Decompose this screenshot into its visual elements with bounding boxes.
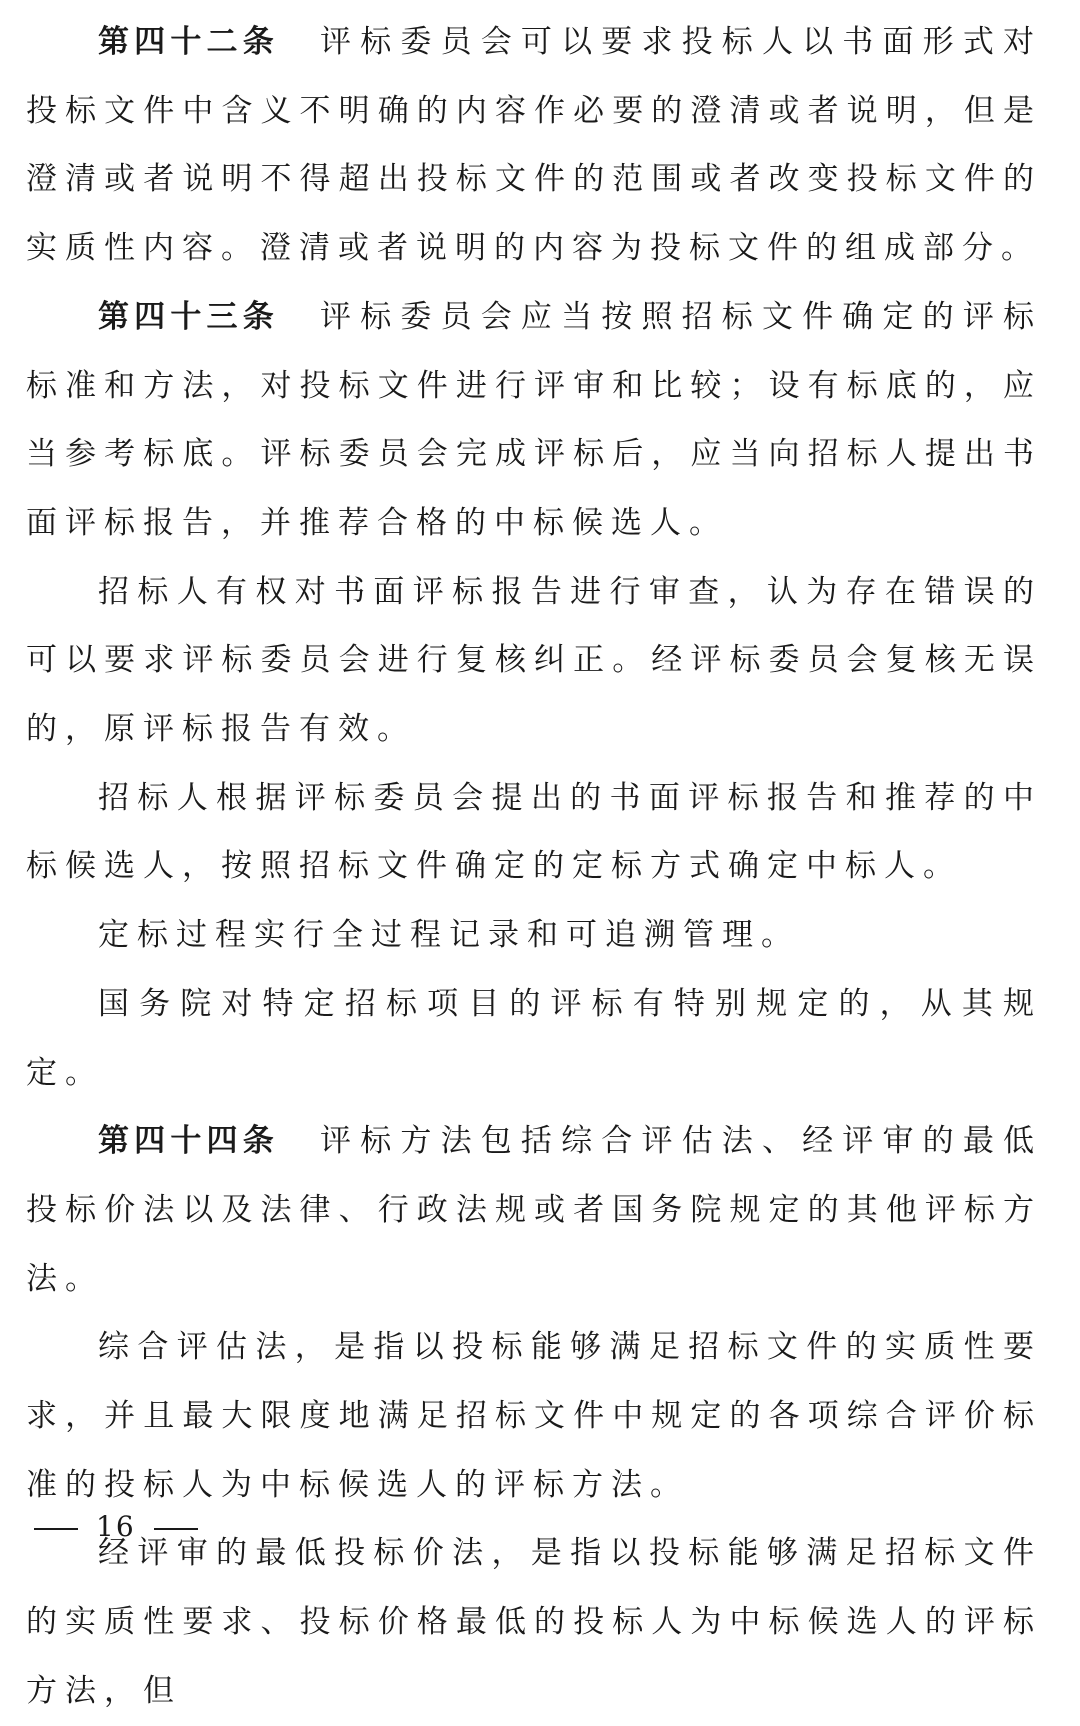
paragraph: 招标人有权对书面评标报告进行审查，认为存在错误的可以要求评标委员会进行复核纠正。经评标委员会复核无误的，原评标报告有效。 (26, 573, 1042, 748)
paragraph-text: 评标委员会可以要求投标人以书面形式对投标文件中含义不明确的内容作必要的澄清或者说明，但是澄清或者说明不得超出投标文件的范围或者改变投标文件的实质性内容。澄清或者说明的内容为投标文件的组成部分。 (26, 24, 1043, 267)
paragraph: 招标人根据评标委员会提出的书面评标报告和推荐的中标候选人，按照招标文件确定的定标方式确定中标人。 (26, 779, 1042, 885)
dash-right (154, 1528, 198, 1530)
paragraph-article-43 (26, 283, 1042, 558)
paragraph-text: 评标委员会应当按照招标文件确定的评标标准和方法，对投标文件进行评审和比较；设有标底的，应当参考标底。评标委员会完成评标后，应当向招标人提出书面评标报告，并推荐合格的中标候选人。 (26, 298, 1043, 541)
article-heading: 第四十三条 (98, 298, 279, 335)
paragraph-article-44 (26, 1107, 1042, 1313)
page-footer (34, 1510, 198, 1543)
paragraph-article-42 (26, 8, 1042, 283)
paragraph: 定标过程实行全过程记录和可追溯管理。 (98, 917, 800, 954)
paragraph: 经评审的最低投标价法，是指以投标能够满足招标文件的实质性要求、投标价格最低的投标人为中标候选人的评标方法，但 (26, 1535, 1042, 1709)
article-heading: 第四十四条 (98, 1123, 279, 1160)
page-number: 16 (96, 1510, 136, 1543)
dash-left (34, 1528, 78, 1530)
article-heading: 第四十二条 (98, 24, 279, 60)
paragraph-text: 评标方法包括综合评估法、经评审的最低投标价法以及法律、行政法规或者国务院规定的其他评标方法。 (26, 1123, 1043, 1297)
document-page (26, 0, 1042, 1726)
paragraph: 国务院对特定招标项目的评标有特别规定的，从其规定。 (26, 985, 1042, 1091)
paragraph: 综合评估法，是指以投标能够满足招标文件的实质性要求，并且最大限度地满足招标文件中规定的各项综合评价标准的投标人为中标候选人的评标方法。 (26, 1329, 1042, 1503)
